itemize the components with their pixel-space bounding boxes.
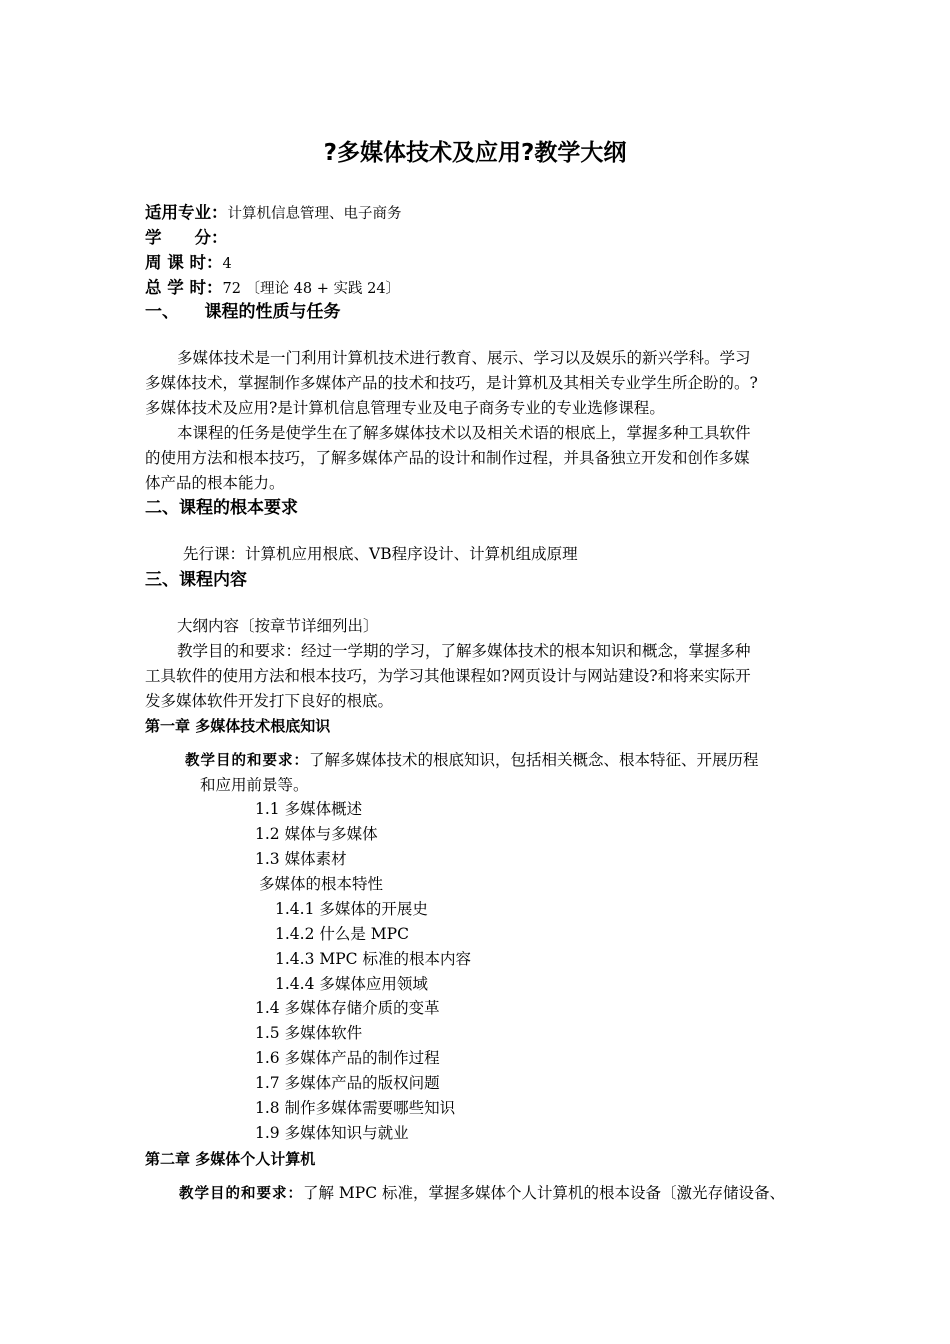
chapter1-objective-label: 教学目的和要求： — [185, 752, 309, 769]
section1-p1-line: 多媒体技术是一门利用计算机技术进行教育、展示、学习以及娱乐的新兴学科。学习 — [177, 349, 751, 367]
chapter2-objective-label: 教学目的和要求： — [179, 1185, 303, 1202]
chapter1-objective-text: 了解多媒体技术的根底知识，包括相关概念、根本特征、开展历程 — [309, 751, 759, 769]
meta-total-label: 总 学 时： — [145, 278, 223, 297]
meta-weekly-label: 周 课 时： — [145, 253, 223, 272]
prerequisite-courses: 先行课：计算机应用根底、VB程序设计、计算机组成原理 — [183, 545, 578, 563]
chapter1-heading: 第一章 多媒体技术根底知识 — [145, 717, 331, 735]
meta-total — [145, 278, 400, 299]
chapter1-objective-cont: 和应用前景等。 — [200, 776, 309, 794]
outline-note: 大纲内容〔按章节详细列出〕 — [177, 617, 379, 635]
section1-heading: 一、 课程的性质与任务 — [145, 302, 341, 322]
meta-major-value: 计算机信息管理、电子商务 — [227, 206, 402, 222]
section1-p2-line: 体产品的根本能力。 — [145, 474, 285, 492]
toc-item: 1.1 多媒体概述 — [255, 800, 363, 818]
chapter2-objective-text: 了解 MPC 标准，掌握多媒体个人计算机的根本设备〔激光存储设备、 — [303, 1184, 786, 1202]
meta-credit-label: 学 分： — [145, 228, 228, 247]
course-goal-line: 发多媒体软件开发打下良好的根底。 — [145, 692, 394, 710]
toc-item: 1.9 多媒体知识与就业 — [255, 1124, 409, 1142]
section2-heading: 二、课程的根本要求 — [145, 498, 298, 518]
toc-item: 1.3 媒体素材 — [255, 850, 347, 868]
toc-item: 1.6 多媒体产品的制作过程 — [255, 1049, 440, 1067]
meta-major — [145, 203, 402, 224]
toc-item: 1.8 制作多媒体需要哪些知识 — [255, 1099, 456, 1117]
meta-major-label: 适用专业： — [145, 203, 228, 222]
chapter2-heading: 第二章 多媒体个人计算机 — [145, 1150, 316, 1168]
toc-item: 1.4 多媒体存储介质的变革 — [255, 999, 440, 1017]
section1-p2-line: 本课程的任务是使学生在了解多媒体技术以及相关术语的根底上，掌握多种工具软件 — [177, 424, 751, 442]
chapter1-objective — [185, 750, 759, 771]
meta-total-value: 72 〔理论 48 + 实践 24〕 — [222, 281, 401, 297]
meta-weekly — [145, 253, 232, 274]
toc-subitem: 1.4.2 什么是 MPC — [275, 925, 409, 943]
toc-subitem: 1.4.1 多媒体的开展史 — [275, 900, 428, 918]
toc-item: 1.7 多媒体产品的版权问题 — [255, 1074, 440, 1092]
section1-p1-line: 多媒体技术及应用?是计算机信息管理专业及电子商务专业的专业选修课程。 — [145, 399, 665, 417]
chapter2-objective — [179, 1183, 785, 1204]
toc-subitem: 1.4.3 MPC 标准的根本内容 — [275, 950, 471, 968]
section1-p2-line: 的使用方法和根本技巧，了解多媒体产品的设计和制作过程，并具备独立开发和创作多媒 — [145, 449, 750, 467]
toc-item: 1.2 媒体与多媒体 — [255, 825, 378, 843]
toc-subitem: 1.4.4 多媒体应用领域 — [275, 975, 428, 993]
document-title: ?多媒体技术及应用?教学大纲 — [323, 140, 627, 166]
section3-heading: 三、课程内容 — [145, 570, 247, 590]
toc-item: 1.5 多媒体软件 — [255, 1024, 363, 1042]
meta-weekly-value: 4 — [222, 256, 232, 272]
toc-item: 多媒体的根本特性 — [259, 875, 384, 893]
meta-credit — [145, 228, 228, 249]
section1-p1-line: 多媒体技术，掌握制作多媒体产品的技术和技巧，是计算机及其相关专业学生所企盼的。? — [145, 374, 758, 392]
course-goal-line: 工具软件的使用方法和根本技巧，为学习其他课程如?网页设计与网站建设?和将来实际开 — [145, 667, 751, 685]
course-goal-line: 教学目的和要求：经过一学期的学习，了解多媒体技术的根本知识和概念，掌握多种 — [177, 642, 751, 660]
